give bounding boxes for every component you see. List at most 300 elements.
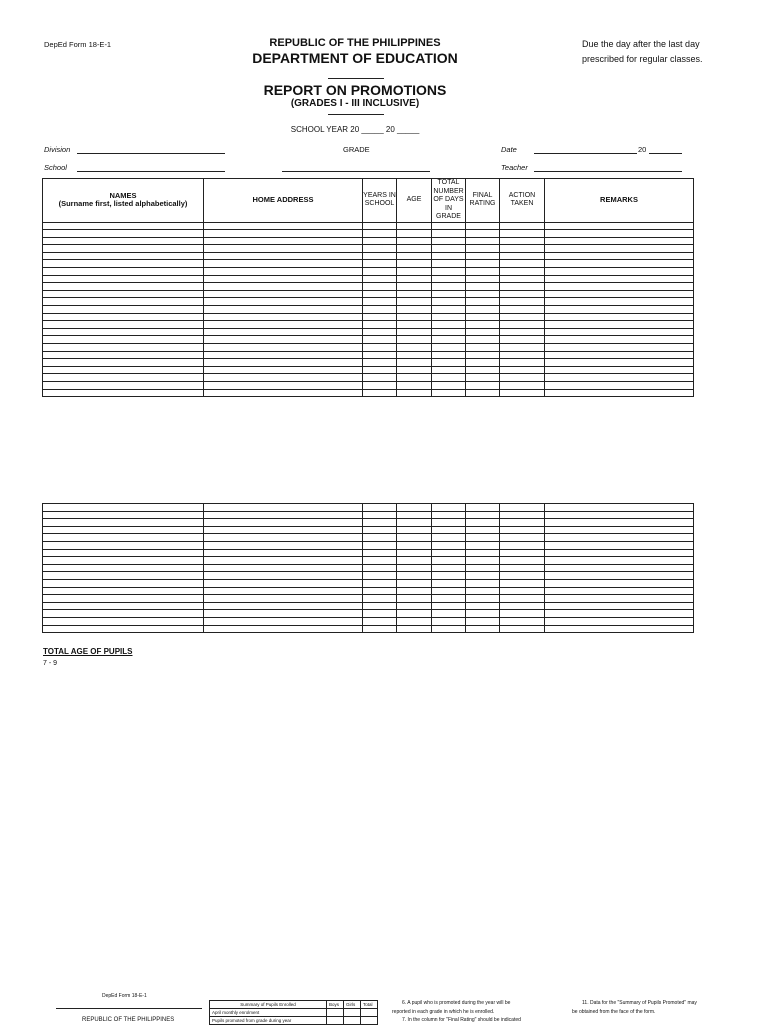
table-cell[interactable] <box>397 252 432 260</box>
table-cell[interactable] <box>397 625 432 633</box>
table-cell[interactable] <box>545 237 694 245</box>
table-cell[interactable] <box>545 290 694 298</box>
table-cell[interactable] <box>204 290 363 298</box>
table-cell[interactable] <box>43 625 204 633</box>
table-cell[interactable] <box>432 336 466 344</box>
table-cell[interactable] <box>466 610 500 618</box>
table-cell[interactable] <box>432 526 466 534</box>
table-cell[interactable] <box>500 336 545 344</box>
table-cell[interactable] <box>545 359 694 367</box>
table-cell[interactable] <box>545 366 694 374</box>
table-cell[interactable] <box>43 222 204 230</box>
table-cell[interactable] <box>43 328 204 336</box>
table-cell[interactable] <box>363 245 397 253</box>
table-cell[interactable] <box>397 374 432 382</box>
table-cell[interactable] <box>545 313 694 321</box>
table-cell[interactable] <box>363 283 397 291</box>
table-cell[interactable] <box>43 237 204 245</box>
table-cell[interactable] <box>43 260 204 268</box>
table-cell[interactable] <box>545 321 694 329</box>
table-cell[interactable] <box>204 321 363 329</box>
table-cell[interactable] <box>545 579 694 587</box>
table-cell[interactable] <box>397 268 432 276</box>
table-cell[interactable] <box>397 298 432 306</box>
table-cell[interactable] <box>43 557 204 565</box>
table-cell[interactable] <box>545 306 694 314</box>
table-cell[interactable] <box>466 359 500 367</box>
table-cell[interactable] <box>397 389 432 397</box>
table-cell[interactable] <box>545 557 694 565</box>
table-cell[interactable] <box>204 541 363 549</box>
table-cell[interactable] <box>545 245 694 253</box>
table-cell[interactable] <box>397 359 432 367</box>
table-cell[interactable] <box>432 625 466 633</box>
table-cell[interactable] <box>466 526 500 534</box>
table-cell[interactable] <box>500 602 545 610</box>
table-cell[interactable] <box>43 504 204 512</box>
table-cell[interactable] <box>466 366 500 374</box>
table-cell[interactable] <box>466 252 500 260</box>
table-cell[interactable] <box>397 222 432 230</box>
table-cell[interactable] <box>397 587 432 595</box>
table-cell[interactable] <box>466 374 500 382</box>
table-cell[interactable] <box>397 237 432 245</box>
table-cell[interactable] <box>363 306 397 314</box>
table-cell[interactable] <box>397 275 432 283</box>
table-cell[interactable] <box>545 617 694 625</box>
table-cell[interactable] <box>363 625 397 633</box>
table-cell[interactable] <box>363 526 397 534</box>
table-cell[interactable] <box>204 306 363 314</box>
table-cell[interactable] <box>204 237 363 245</box>
division-field[interactable] <box>77 153 225 154</box>
table-cell[interactable] <box>397 526 432 534</box>
table-cell[interactable] <box>466 245 500 253</box>
table-cell[interactable] <box>43 268 204 276</box>
table-cell[interactable] <box>500 374 545 382</box>
table-cell[interactable] <box>43 526 204 534</box>
table-cell[interactable] <box>432 283 466 291</box>
table-cell[interactable] <box>545 541 694 549</box>
table-cell[interactable] <box>397 610 432 618</box>
table-cell[interactable] <box>500 519 545 527</box>
table-cell[interactable] <box>397 519 432 527</box>
school-field[interactable] <box>77 171 225 172</box>
table-cell[interactable] <box>397 344 432 352</box>
table-cell[interactable] <box>432 237 466 245</box>
table-cell[interactable] <box>545 389 694 397</box>
table-cell[interactable] <box>500 564 545 572</box>
table-cell[interactable] <box>500 321 545 329</box>
table-cell[interactable] <box>466 230 500 238</box>
table-cell[interactable] <box>466 283 500 291</box>
table-cell[interactable] <box>43 336 204 344</box>
table-cell[interactable] <box>204 602 363 610</box>
table-cell[interactable] <box>432 610 466 618</box>
table-cell[interactable] <box>204 268 363 276</box>
table-cell[interactable] <box>432 344 466 352</box>
table-cell[interactable] <box>500 595 545 603</box>
table-cell[interactable] <box>397 617 432 625</box>
table-cell[interactable] <box>500 579 545 587</box>
table-cell[interactable] <box>363 389 397 397</box>
table-cell[interactable] <box>397 351 432 359</box>
table-cell[interactable] <box>363 252 397 260</box>
table-cell[interactable] <box>363 579 397 587</box>
table-cell[interactable] <box>500 344 545 352</box>
table-cell[interactable] <box>363 351 397 359</box>
table-cell[interactable] <box>204 230 363 238</box>
table-cell[interactable] <box>363 222 397 230</box>
table-cell[interactable] <box>43 587 204 595</box>
table-cell[interactable] <box>545 268 694 276</box>
table-cell[interactable] <box>363 617 397 625</box>
table-cell[interactable] <box>500 351 545 359</box>
table-cell[interactable] <box>43 306 204 314</box>
table-cell[interactable] <box>432 617 466 625</box>
table-cell[interactable] <box>204 351 363 359</box>
table-cell[interactable] <box>466 572 500 580</box>
table-cell[interactable] <box>204 252 363 260</box>
table-cell[interactable] <box>432 572 466 580</box>
table-cell[interactable] <box>43 595 204 603</box>
table-cell[interactable] <box>363 519 397 527</box>
table-cell[interactable] <box>204 359 363 367</box>
table-cell[interactable] <box>545 336 694 344</box>
table-cell[interactable] <box>466 336 500 344</box>
table-cell[interactable] <box>204 344 363 352</box>
table-cell[interactable] <box>43 283 204 291</box>
table-cell[interactable] <box>432 298 466 306</box>
table-cell[interactable] <box>466 306 500 314</box>
table-cell[interactable] <box>432 557 466 565</box>
table-cell[interactable] <box>397 504 432 512</box>
table-cell[interactable] <box>432 290 466 298</box>
table-cell[interactable] <box>545 564 694 572</box>
table-cell[interactable] <box>363 359 397 367</box>
table-cell[interactable] <box>500 328 545 336</box>
table-cell[interactable] <box>545 351 694 359</box>
table-cell[interactable] <box>397 595 432 603</box>
table-cell[interactable] <box>397 366 432 374</box>
table-cell[interactable] <box>432 321 466 329</box>
table-cell[interactable] <box>204 283 363 291</box>
table-cell[interactable] <box>432 252 466 260</box>
table-cell[interactable] <box>397 230 432 238</box>
table-cell[interactable] <box>545 549 694 557</box>
table-cell[interactable] <box>397 564 432 572</box>
table-cell[interactable] <box>466 298 500 306</box>
table-cell[interactable] <box>500 306 545 314</box>
table-cell[interactable] <box>466 625 500 633</box>
table-cell[interactable] <box>545 344 694 352</box>
table-cell[interactable] <box>545 602 694 610</box>
table-cell[interactable] <box>500 237 545 245</box>
table-cell[interactable] <box>545 504 694 512</box>
table-cell[interactable] <box>466 595 500 603</box>
table-cell[interactable] <box>432 579 466 587</box>
table-cell[interactable] <box>43 275 204 283</box>
table-cell[interactable] <box>545 526 694 534</box>
table-cell[interactable] <box>466 602 500 610</box>
table-cell[interactable] <box>204 336 363 344</box>
table-cell[interactable] <box>432 366 466 374</box>
table-cell[interactable] <box>363 595 397 603</box>
table-cell[interactable] <box>43 519 204 527</box>
table-cell[interactable] <box>204 625 363 633</box>
table-cell[interactable] <box>43 374 204 382</box>
table-cell[interactable] <box>500 313 545 321</box>
table-cell[interactable] <box>397 541 432 549</box>
table-cell[interactable] <box>363 328 397 336</box>
table-cell[interactable] <box>432 381 466 389</box>
table-cell[interactable] <box>397 557 432 565</box>
table-cell[interactable] <box>363 298 397 306</box>
table-cell[interactable] <box>43 321 204 329</box>
table-cell[interactable] <box>432 511 466 519</box>
table-cell[interactable] <box>363 511 397 519</box>
table-cell[interactable] <box>397 602 432 610</box>
table-cell[interactable] <box>43 541 204 549</box>
table-cell[interactable] <box>204 519 363 527</box>
date-year-field[interactable] <box>649 153 682 154</box>
table-cell[interactable] <box>43 359 204 367</box>
table-cell[interactable] <box>500 572 545 580</box>
table-cell[interactable] <box>500 359 545 367</box>
table-cell[interactable] <box>363 610 397 618</box>
table-cell[interactable] <box>500 625 545 633</box>
table-cell[interactable] <box>363 260 397 268</box>
table-cell[interactable] <box>466 504 500 512</box>
table-cell[interactable] <box>432 351 466 359</box>
table-cell[interactable] <box>545 511 694 519</box>
table-cell[interactable] <box>466 275 500 283</box>
table-cell[interactable] <box>545 519 694 527</box>
table-cell[interactable] <box>363 602 397 610</box>
table-cell[interactable] <box>204 534 363 542</box>
table-cell[interactable] <box>545 252 694 260</box>
table-cell[interactable] <box>397 283 432 291</box>
table-cell[interactable] <box>204 222 363 230</box>
table-cell[interactable] <box>545 230 694 238</box>
table-cell[interactable] <box>363 237 397 245</box>
table-cell[interactable] <box>397 313 432 321</box>
table-cell[interactable] <box>204 381 363 389</box>
table-cell[interactable] <box>432 519 466 527</box>
table-cell[interactable] <box>545 374 694 382</box>
table-cell[interactable] <box>363 504 397 512</box>
table-cell[interactable] <box>500 245 545 253</box>
table-cell[interactable] <box>432 549 466 557</box>
table-cell[interactable] <box>432 374 466 382</box>
table-cell[interactable] <box>500 534 545 542</box>
table-cell[interactable] <box>43 549 204 557</box>
table-cell[interactable] <box>204 298 363 306</box>
teacher-field[interactable] <box>534 171 682 172</box>
table-cell[interactable] <box>500 230 545 238</box>
table-cell[interactable] <box>43 389 204 397</box>
table-cell[interactable] <box>397 306 432 314</box>
table-cell[interactable] <box>43 610 204 618</box>
table-cell[interactable] <box>545 572 694 580</box>
table-cell[interactable] <box>397 572 432 580</box>
table-cell[interactable] <box>363 313 397 321</box>
table-cell[interactable] <box>432 313 466 321</box>
table-cell[interactable] <box>204 549 363 557</box>
table-cell[interactable] <box>432 564 466 572</box>
table-cell[interactable] <box>466 260 500 268</box>
table-cell[interactable] <box>43 313 204 321</box>
table-cell[interactable] <box>500 366 545 374</box>
table-cell[interactable] <box>363 321 397 329</box>
table-cell[interactable] <box>466 237 500 245</box>
table-cell[interactable] <box>466 321 500 329</box>
table-cell[interactable] <box>204 275 363 283</box>
table-cell[interactable] <box>204 610 363 618</box>
table-cell[interactable] <box>363 534 397 542</box>
table-cell[interactable] <box>500 526 545 534</box>
date-field[interactable] <box>534 153 637 154</box>
table-cell[interactable] <box>363 541 397 549</box>
table-cell[interactable] <box>500 557 545 565</box>
table-cell[interactable] <box>432 541 466 549</box>
table-cell[interactable] <box>466 268 500 276</box>
table-cell[interactable] <box>43 290 204 298</box>
table-cell[interactable] <box>545 298 694 306</box>
table-cell[interactable] <box>43 245 204 253</box>
table-cell[interactable] <box>204 366 363 374</box>
table-cell[interactable] <box>397 511 432 519</box>
table-cell[interactable] <box>545 587 694 595</box>
table-cell[interactable] <box>466 222 500 230</box>
table-cell[interactable] <box>363 572 397 580</box>
table-cell[interactable] <box>432 602 466 610</box>
table-cell[interactable] <box>397 260 432 268</box>
table-cell[interactable] <box>43 252 204 260</box>
table-cell[interactable] <box>397 321 432 329</box>
table-cell[interactable] <box>432 230 466 238</box>
table-cell[interactable] <box>397 381 432 389</box>
table-cell[interactable] <box>363 290 397 298</box>
table-cell[interactable] <box>363 564 397 572</box>
table-cell[interactable] <box>500 617 545 625</box>
table-cell[interactable] <box>432 504 466 512</box>
table-cell[interactable] <box>363 344 397 352</box>
table-cell[interactable] <box>466 557 500 565</box>
table-cell[interactable] <box>466 617 500 625</box>
table-cell[interactable] <box>363 275 397 283</box>
table-cell[interactable] <box>432 245 466 253</box>
table-cell[interactable] <box>43 511 204 519</box>
table-cell[interactable] <box>204 511 363 519</box>
table-cell[interactable] <box>432 587 466 595</box>
table-cell[interactable] <box>397 328 432 336</box>
table-cell[interactable] <box>500 381 545 389</box>
table-cell[interactable] <box>43 572 204 580</box>
table-cell[interactable] <box>466 351 500 359</box>
table-cell[interactable] <box>363 230 397 238</box>
table-cell[interactable] <box>466 519 500 527</box>
table-cell[interactable] <box>466 511 500 519</box>
table-cell[interactable] <box>466 344 500 352</box>
table-cell[interactable] <box>432 306 466 314</box>
table-cell[interactable] <box>43 351 204 359</box>
table-cell[interactable] <box>500 298 545 306</box>
table-cell[interactable] <box>545 534 694 542</box>
table-cell[interactable] <box>397 549 432 557</box>
table-cell[interactable] <box>500 549 545 557</box>
table-cell[interactable] <box>43 344 204 352</box>
table-cell[interactable] <box>432 222 466 230</box>
table-cell[interactable] <box>432 389 466 397</box>
table-cell[interactable] <box>43 617 204 625</box>
table-cell[interactable] <box>500 268 545 276</box>
table-cell[interactable] <box>466 381 500 389</box>
table-cell[interactable] <box>466 313 500 321</box>
table-cell[interactable] <box>545 283 694 291</box>
table-cell[interactable] <box>204 587 363 595</box>
table-cell[interactable] <box>466 579 500 587</box>
table-cell[interactable] <box>363 557 397 565</box>
table-cell[interactable] <box>363 381 397 389</box>
table-cell[interactable] <box>500 587 545 595</box>
table-cell[interactable] <box>432 260 466 268</box>
table-cell[interactable] <box>500 504 545 512</box>
table-cell[interactable] <box>466 564 500 572</box>
table-cell[interactable] <box>545 275 694 283</box>
table-cell[interactable] <box>204 504 363 512</box>
table-cell[interactable] <box>363 374 397 382</box>
table-cell[interactable] <box>466 587 500 595</box>
table-cell[interactable] <box>500 260 545 268</box>
table-cell[interactable] <box>204 260 363 268</box>
table-cell[interactable] <box>432 268 466 276</box>
table-cell[interactable] <box>363 336 397 344</box>
table-cell[interactable] <box>500 389 545 397</box>
table-cell[interactable] <box>432 534 466 542</box>
table-cell[interactable] <box>500 252 545 260</box>
table-cell[interactable] <box>432 328 466 336</box>
table-cell[interactable] <box>363 268 397 276</box>
table-cell[interactable] <box>43 381 204 389</box>
table-cell[interactable] <box>466 534 500 542</box>
table-cell[interactable] <box>204 557 363 565</box>
table-cell[interactable] <box>204 389 363 397</box>
table-cell[interactable] <box>466 389 500 397</box>
table-cell[interactable] <box>466 541 500 549</box>
table-cell[interactable] <box>500 290 545 298</box>
table-cell[interactable] <box>397 534 432 542</box>
table-cell[interactable] <box>204 564 363 572</box>
table-cell[interactable] <box>397 579 432 587</box>
table-cell[interactable] <box>204 595 363 603</box>
table-cell[interactable] <box>363 549 397 557</box>
table-cell[interactable] <box>363 587 397 595</box>
table-cell[interactable] <box>545 610 694 618</box>
table-cell[interactable] <box>204 526 363 534</box>
table-cell[interactable] <box>204 328 363 336</box>
table-cell[interactable] <box>397 245 432 253</box>
table-cell[interactable] <box>397 290 432 298</box>
table-cell[interactable] <box>466 549 500 557</box>
table-cell[interactable] <box>545 328 694 336</box>
table-cell[interactable] <box>500 511 545 519</box>
table-cell[interactable] <box>204 579 363 587</box>
table-cell[interactable] <box>43 534 204 542</box>
table-cell[interactable] <box>500 283 545 291</box>
table-cell[interactable] <box>545 222 694 230</box>
table-cell[interactable] <box>545 595 694 603</box>
